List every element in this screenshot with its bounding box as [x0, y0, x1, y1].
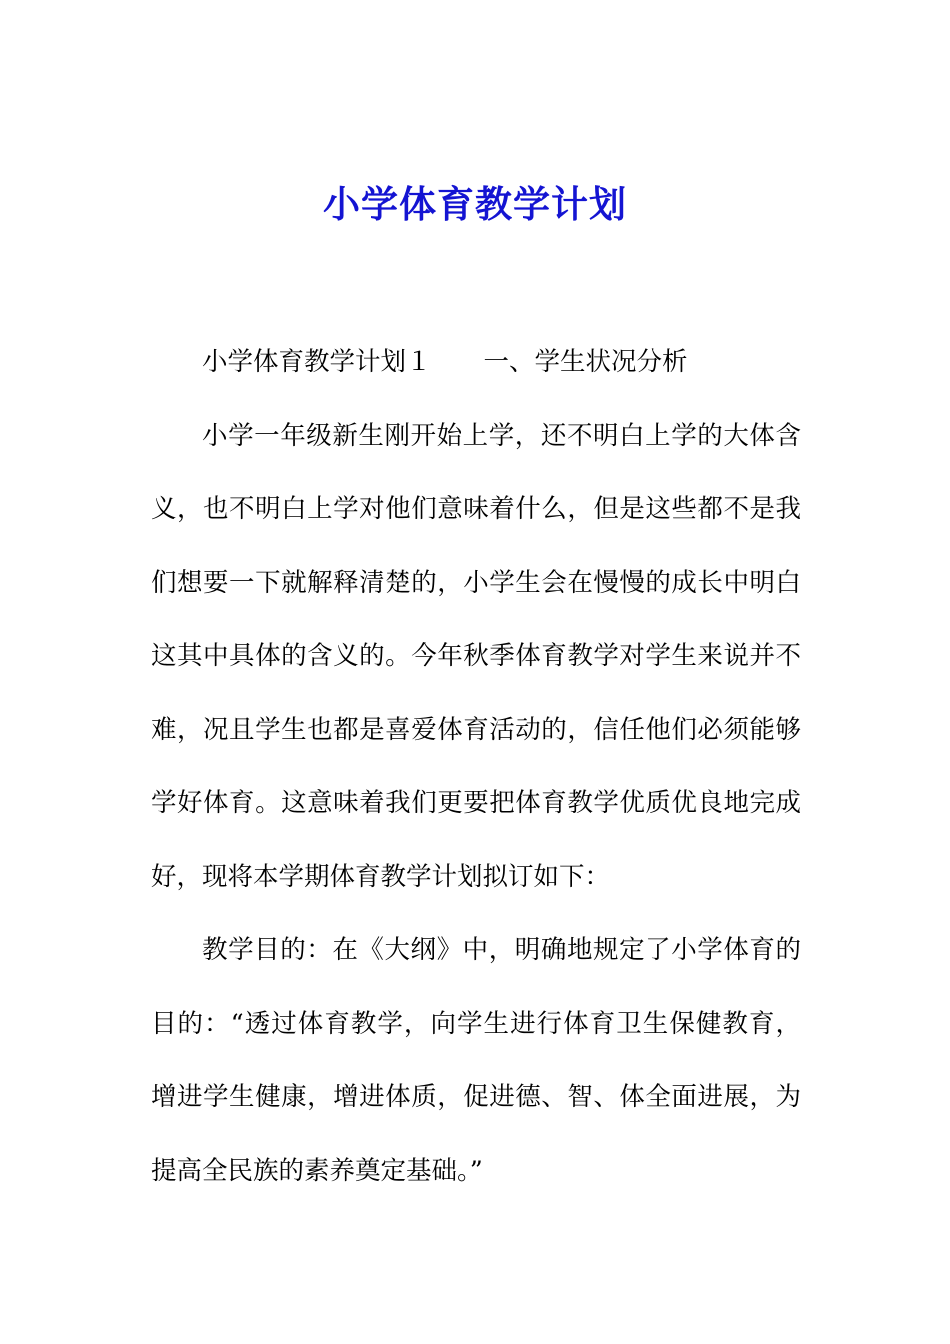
paragraph-student-analysis: 小学一年级新生刚开始上学，还不明白上学的大体含义，也不明白上学对他们意味着什么，但是这些都不是我们想要一下就解释清楚的，小学生会在慢慢的成长中明白这其中具体的含义的。今年秋季体育教学对学生来说并不难，况且学生也都是喜爱体育活动的，信任他们必须能够学好体育。这意味着我们更要把体育教学优质优良地完成好，现将本学期体育教学计划拟订如下： [151, 420, 801, 892]
document-body [151, 326, 801, 1208]
paragraph-teaching-goal: 教学目的：在《大纲》中，明确地规定了小学体育的目的：“透过体育教学，向学生进行体育卫生保健教育，增进学生健康，增进体质，促进德、智、体全面进展，为提高全民族的素养奠定基础。” [151, 935, 801, 1186]
section-heading: 一、学生状况分析 [483, 347, 688, 377]
plan-subtitle: 小学体育教学计划１ [202, 347, 432, 377]
document-title: 小学体育教学计划 [323, 182, 627, 226]
heading-line [151, 326, 801, 400]
